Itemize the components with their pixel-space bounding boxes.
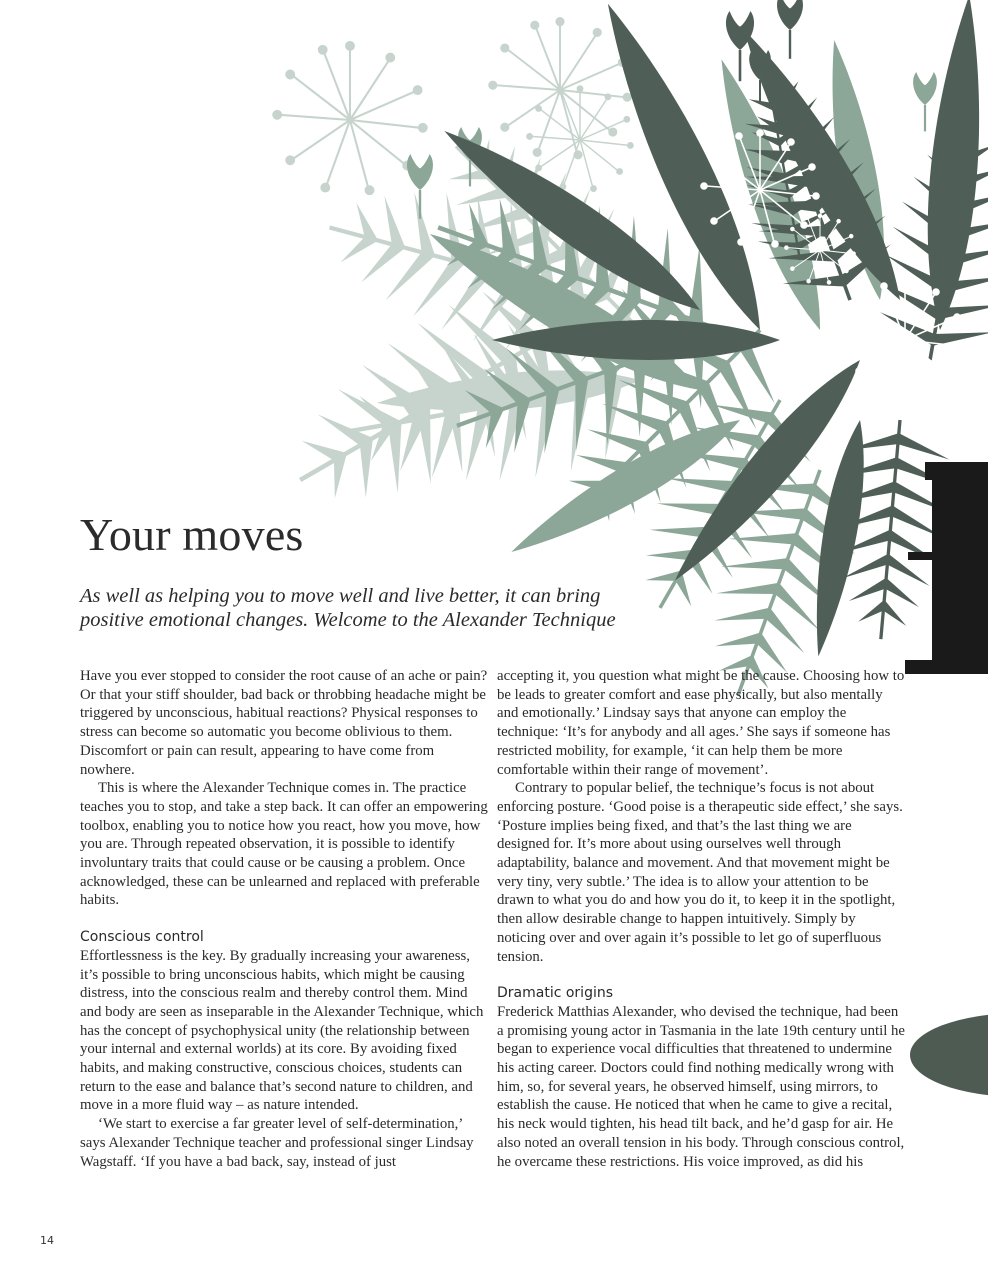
paragraph: Frederick Matthias Alexander, who devised the technique, had been a promising young actor in Tasmania in the late 19th century until he began to experience vocal difficulties that threatened to undermine his acting career. Doctors could find nothing medically wrong with him, so, for several years, he observed himself, using mirrors, to establish the cause. He noticed that when he came to give a recital, his neck would tighten, his head tilt back, and he’d gasp for air. He also noted an overall tension in his body. Through conscious control, he overcame these restrictions. His voice improved, as did his <box>497 1003 905 1170</box>
plant-pot <box>905 462 988 674</box>
article-title: Your moves <box>80 509 304 560</box>
section-heading: Dramatic origins <box>497 985 614 1002</box>
paragraph: ‘We start to exercise a far greater level of self-determination,’ says Alexander Technique teacher and professional singer Lindsay Wagstaff. ‘If you have a bad back, say, instead of just <box>80 1116 474 1170</box>
paragraph: This is where the Alexander Technique comes in. The practice teaches you to stop, and take a step back. It can offer an empowering toolbox, enabling you to notice how you react, how you move, how you are. Through repeated observation, it is possible to identify involuntary traits that could cause or be causing a problem. Once acknowledged, these can be unlearned and replaced with preferable habits. <box>80 780 488 909</box>
section-heading: Conscious control <box>80 929 204 946</box>
article-column-right <box>497 667 907 1171</box>
page-number: 14 <box>40 1234 54 1247</box>
article-column-left <box>80 667 490 1171</box>
paragraph: Contrary to popular belief, the technique’s focus is not about enforcing posture. ‘Good poise is a therapeutic side effect,’ she says. ‘Posture implies being fixed, and that’s the last thing we are designed for. It’s more about using ourselves well through adaptability, balance and movement. And that movement might be very tiny, very subtle.’ The idea is to allow your attention to be drawn to what you do and how you do it, to keep it in the spotlight, then allow desirable change to happen intuitively. Simply by noticing over and over again it’s possible to let go of superfluous tension. <box>497 780 903 965</box>
paragraph: Effortlessness is the key. By gradually increasing your awareness, it’s possible to bring unconscious habits, which might be causing distress, into the conscious realm and thereby control them. Mind and body are seen as inseparable in the Alexander Technique, which has the concept of psychophysical unity (the relationship between your internal and external worlds) at its core. By avoiding fixed habits, and making constructive, conscious choices, students can return to the ease and balance that’s second nature to children, and move in a more fluid way – as nature intended. <box>80 947 484 1114</box>
article-standfirst: As well as helping you to move well and live better, it can bring positive emotional changes. Welcome to the Alexander Technique <box>80 585 616 631</box>
decorative-shape <box>910 1013 988 1097</box>
paragraph: Have you ever stopped to consider the root cause of an ache or pain? Or that your stiff shoulder, bad back or throbbing headache might be triggered by unconscious, habitual reactions? Physical responses to stress can become so automatic you become oblivious to them. Discomfort or pain can result, appearing to have come from nowhere. <box>80 668 488 778</box>
paragraph: accepting it, you question what might be the cause. Choosing how to be leads to greater comfort and ease physically, but also mentally and emotionally.’ Lindsay says that anyone can employ the technique: ‘It’s for anybody and all ages.’ She says if someone has restricted mobility, for example, ‘it can help them be more comfortable within their range of movement’. <box>497 668 905 778</box>
